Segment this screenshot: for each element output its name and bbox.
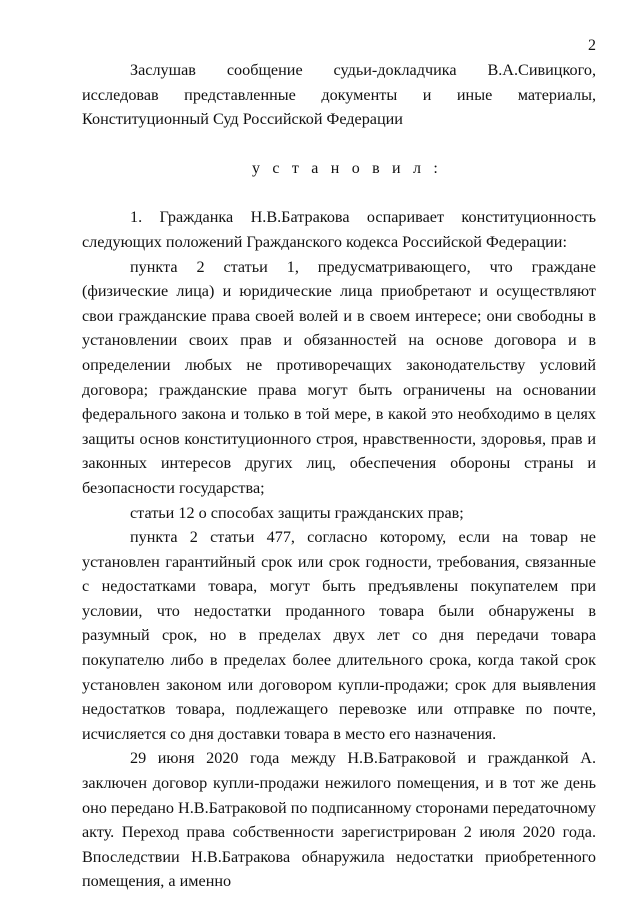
- page-number: 2: [588, 37, 596, 54]
- paragraph-article-1: пункта 2 статьи 1, предусматривающего, что граждане (физические лица) и юридические лица приобретают и осуществляют свои гражданские права своей волей и в своем интересе; они свободны в установлении своих прав и обязанностей на основе договора и в определении любых не противоречащих законодательству условий договора; гражданские права могут быть ограничены на основании федерального закона и только в той мере, в какой это необходимо в целях защиты основ конституционного строя, нравственности, здоровья, прав и законных интересов других лиц, обеспечения обороны страны и безопасности государства;: [82, 257, 596, 497]
- paragraph-article-12: статьи 12 о способах защиты гражданских прав;: [130, 503, 464, 522]
- paragraph-claim: 1. Гражданка Н.В.Батракова оспаривает конституционность следующих положений Гражданского кодекса Российской Федерации:: [82, 208, 596, 251]
- document-body: [82, 58, 596, 894]
- intro-paragraph: Заслушав сообщение судьи-докладчика В.А.Сивицкого, исследовав представленные документы и иные материалы, Конституционный Суд Российской Федерации: [82, 61, 596, 129]
- paragraph-facts: 29 июня 2020 года между Н.В.Батраковой и гражданкой А. заключен договор купли-продажи нежилого помещения, и в тот же день оно передано Н.В.Батраковой по подписанному сторонами передаточному акту. Переход права собственности зарегистрирован 2 июля 2020 года. Впоследствии Н.В.Батракова обнаружила недостатки приобретенного помещения, а именно: [82, 749, 596, 891]
- paragraph-article-477: пункта 2 статьи 477, согласно которому, если на товар не установлен гарантийный срок или срок годности, требования, связанные с недостатками товара, могут быть предъявлены покупателем при условии, что недостатки проданного товара были обнаружены в разумный срок, но в пределах двух лет со дня передачи товара покупателю либо в пределах более длительного срока, когда такой срок установлен законом или договором купли-продажи; срок для выявления недостатков товара, подлежащего перевозке или отправке по почте, исчисляется со дня доставки товара в место его назначения.: [82, 528, 596, 743]
- section-heading: у с т а н о в и л :: [251, 159, 443, 177]
